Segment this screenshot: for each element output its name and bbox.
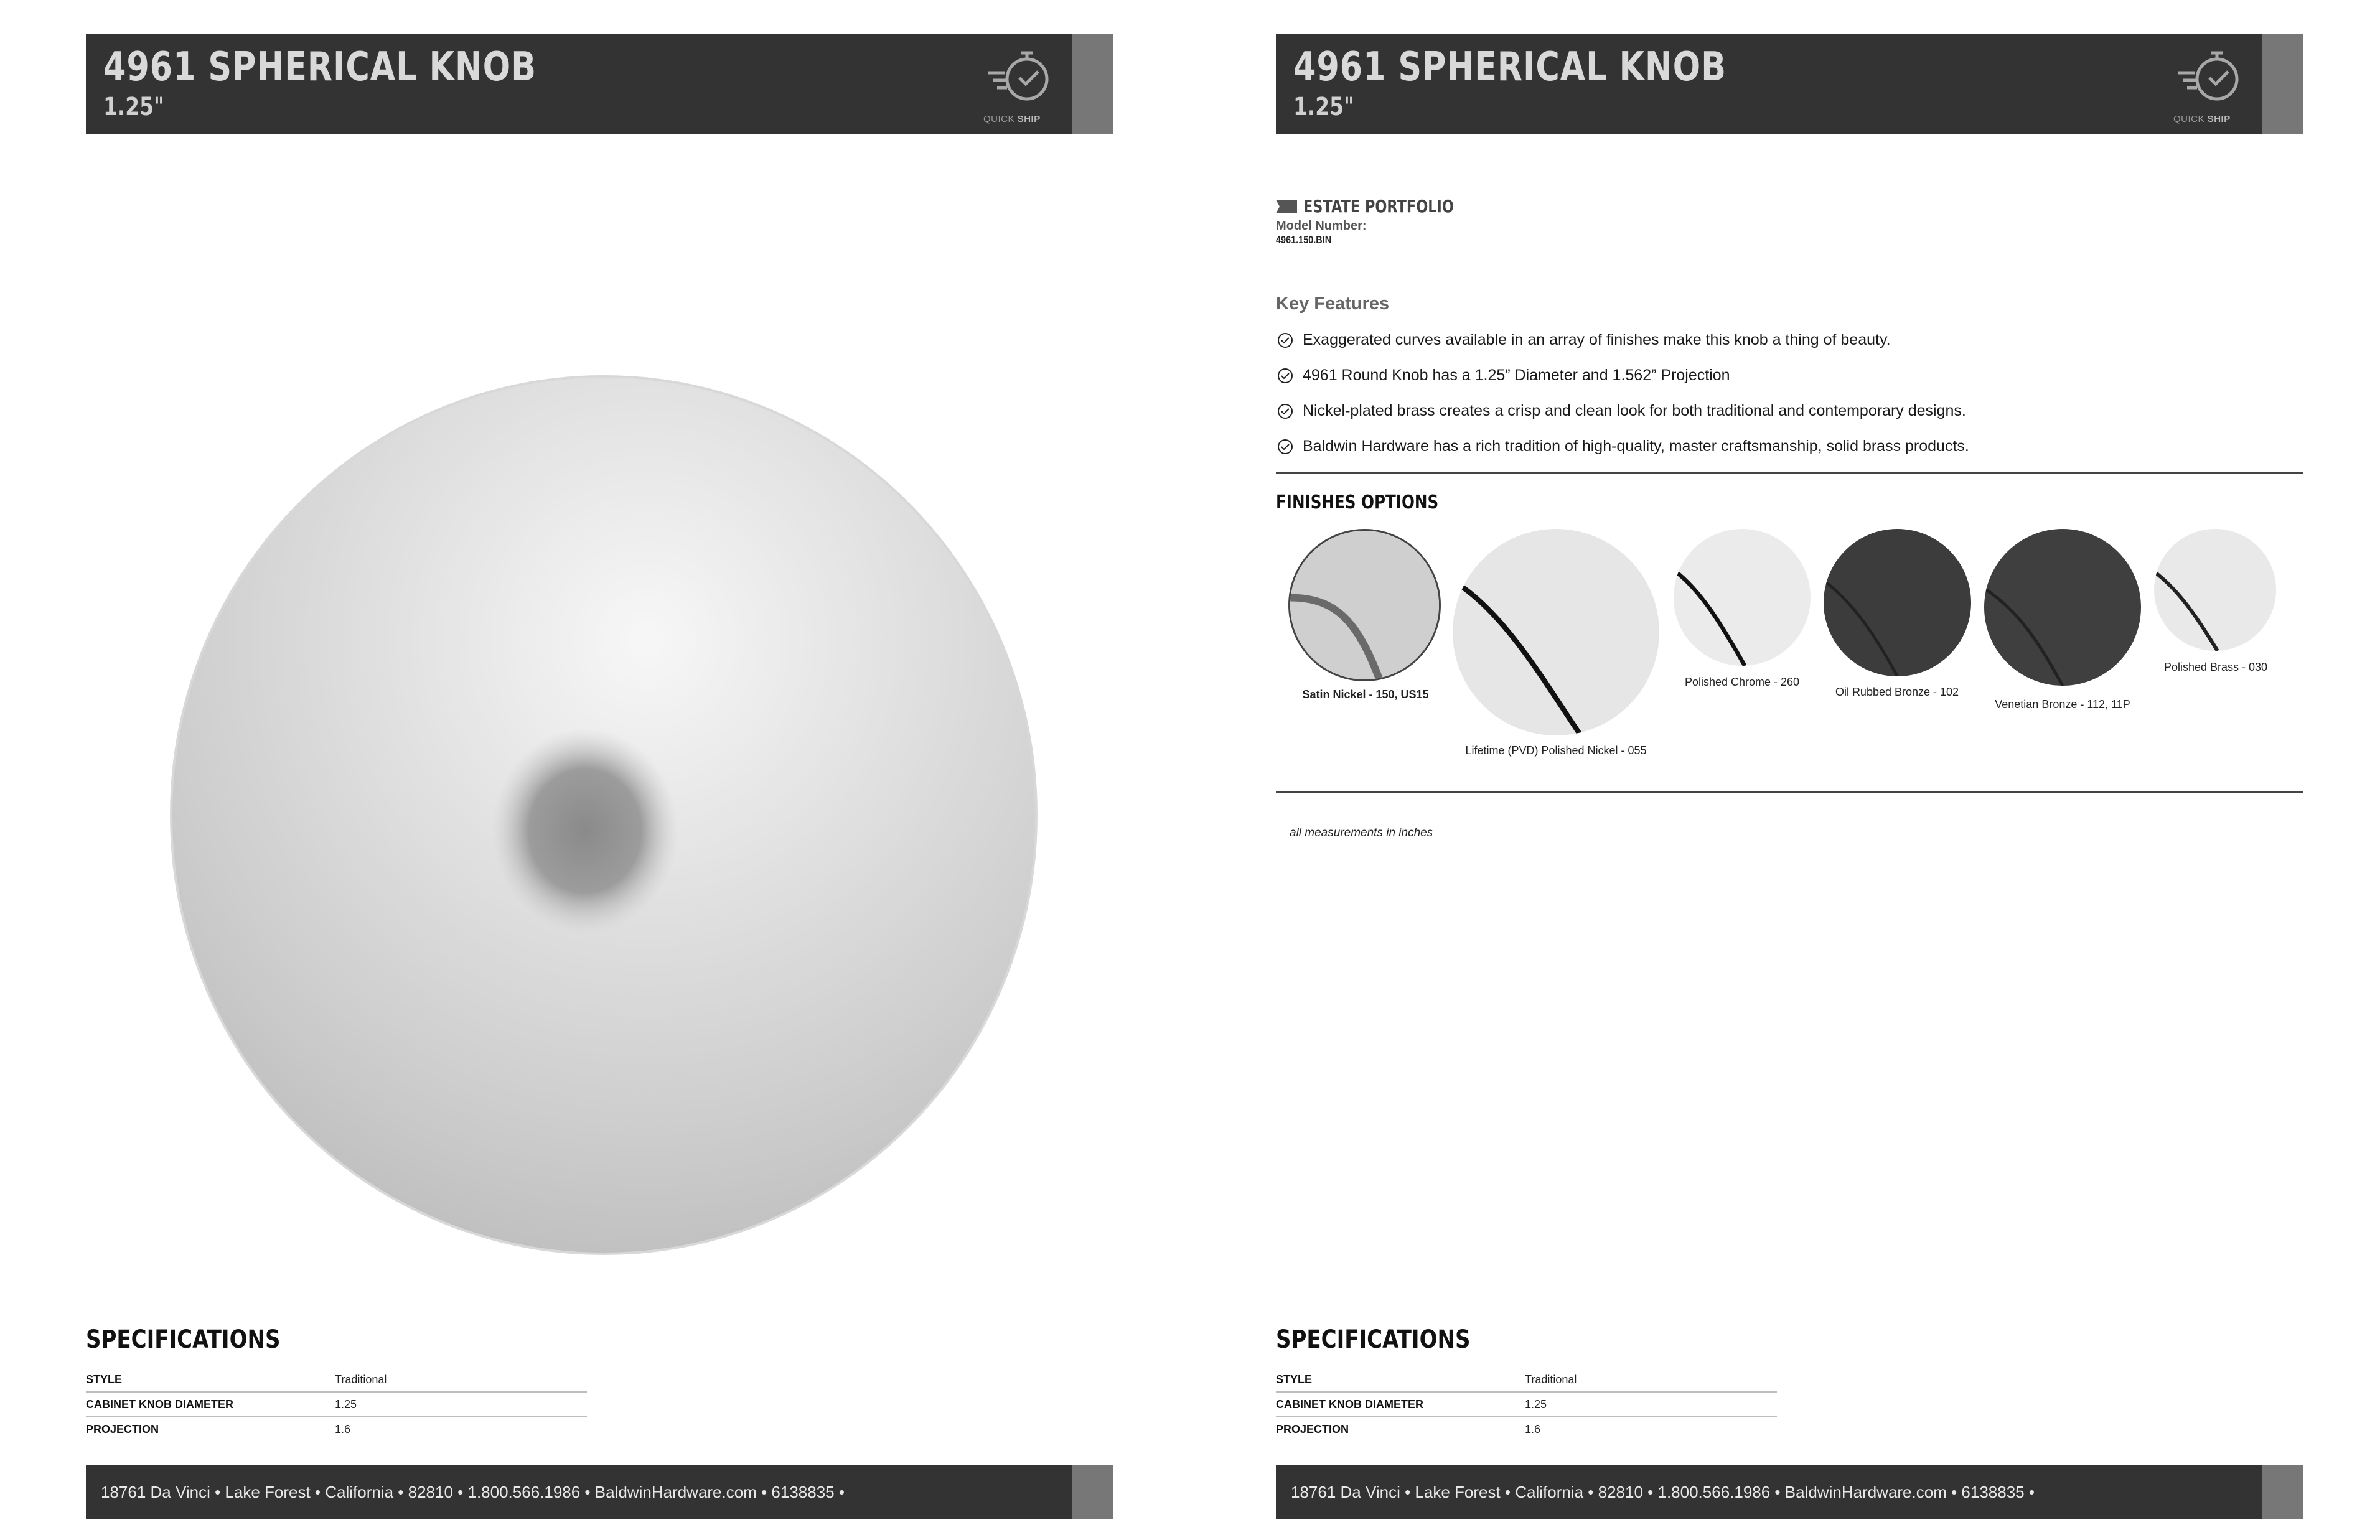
page-title: 4961 SPHERICAL KNOB	[1293, 44, 1726, 90]
feature-item	[1276, 435, 2303, 470]
section-divider	[1276, 791, 2303, 793]
finish-label: Venetian Bronze - 112, 11P	[1995, 698, 2130, 711]
feature-item	[1276, 364, 2303, 399]
finish-swatch[interactable]	[1288, 529, 1441, 681]
spec-key: CABINET KNOB DIAMETER	[86, 1398, 233, 1411]
feature-item	[1276, 329, 2303, 364]
spec-row	[86, 1368, 587, 1393]
footer-bar	[86, 1465, 1113, 1519]
header-tab	[2262, 34, 2303, 134]
specifications-heading: SPECIFICATIONS	[86, 1325, 281, 1354]
finish-swatch[interactable]	[2154, 529, 2276, 651]
measurement-note: all measurements in inches	[1290, 826, 1433, 839]
finish-swatch[interactable]	[1453, 529, 1659, 735]
portfolio-flag-icon	[1276, 200, 1297, 213]
header-tab	[1072, 34, 1113, 134]
spec-value: 1.25	[1525, 1398, 1547, 1411]
finish-label: Lifetime (PVD) Polished Nickel - 055	[1465, 744, 1647, 757]
spec-value: Traditional	[335, 1373, 387, 1386]
swatch-fill	[1824, 529, 1971, 676]
check-circle-icon	[1277, 368, 1293, 384]
spec-value: Traditional	[1525, 1373, 1577, 1386]
key-features-list	[1276, 329, 2303, 470]
finish-swatch[interactable]	[1824, 529, 1971, 676]
spec-row	[86, 1417, 587, 1442]
feature-item	[1276, 399, 2303, 435]
check-circle-icon	[1277, 332, 1293, 348]
feature-text: Exaggerated curves available in an array of finishes make this knob a thing of beauty.	[1303, 331, 1891, 348]
swatch-fill	[1453, 529, 1659, 735]
spec-key: CABINET KNOB DIAMETER	[1276, 1398, 1423, 1411]
check-circle-icon	[1277, 439, 1293, 455]
quick-ship-label: QUICK SHIP	[2173, 114, 2231, 124]
finish-swatch[interactable]	[1984, 529, 2141, 686]
header-bar	[86, 34, 1113, 134]
spec-row	[1276, 1393, 1777, 1417]
spec-key: STYLE	[86, 1373, 123, 1386]
quick-ship-stopwatch-icon	[982, 40, 1057, 115]
footer-contact-text: 18761 Da Vinci • Lake Forest • California • 82810 • 1.800.566.1986 • BaldwinHardware.com • 6138835 •	[101, 1483, 845, 1501]
page-subtitle-size: 1.25"	[103, 93, 165, 121]
spec-value: 1.6	[335, 1423, 351, 1435]
spec-value: 1.6	[1525, 1423, 1541, 1435]
spec-row	[1276, 1368, 1777, 1393]
swatch-fill	[1674, 529, 1811, 666]
specifications-table	[86, 1368, 587, 1442]
finish-label: Polished Chrome - 260	[1684, 676, 1800, 688]
spec-key: PROJECTION	[86, 1423, 159, 1435]
specifications-heading: SPECIFICATIONS	[1276, 1325, 1471, 1354]
swatch-fill	[1290, 531, 1439, 679]
quick-ship-stopwatch-icon	[2172, 40, 2247, 115]
spec-row	[86, 1393, 587, 1417]
footer-tab	[1072, 1465, 1113, 1519]
spec-row	[1276, 1417, 1777, 1442]
quick-ship-label: QUICK SHIP	[983, 114, 1041, 124]
section-divider	[1276, 472, 2303, 474]
feature-text: 4961 Round Knob has a 1.25” Diameter and 1.562” Projection	[1303, 366, 1730, 384]
spec-key: PROJECTION	[1276, 1423, 1349, 1435]
model-number: 4961.150.BIN	[1276, 234, 1332, 246]
page-subtitle-size: 1.25"	[1293, 93, 1355, 121]
portfolio-name: ESTATE PORTFOLIO	[1303, 196, 1454, 217]
spec-key: STYLE	[1276, 1373, 1313, 1386]
finish-label: Satin Nickel - 150, US15	[1302, 688, 1429, 701]
key-features-heading: Key Features	[1276, 294, 1390, 314]
footer-tab	[2262, 1465, 2303, 1519]
finish-label: Oil Rubbed Bronze - 102	[1835, 686, 1959, 698]
feature-text: Nickel-plated brass creates a crisp and clean look for both traditional and contemporary designs.	[1303, 402, 1966, 419]
right-page	[1190, 0, 2380, 1540]
check-circle-icon	[1277, 403, 1293, 419]
footer-contact-text: 18761 Da Vinci • Lake Forest • California • 82810 • 1.800.566.1986 • BaldwinHardware.com • 6138835 •	[1291, 1483, 2035, 1501]
specifications-table	[1276, 1368, 1777, 1442]
model-number-label: Model Number:	[1276, 219, 1367, 233]
footer-bar	[1276, 1465, 2303, 1519]
header-bar	[1276, 34, 2303, 134]
finishes-heading: FINISHES OPTIONS	[1276, 492, 1439, 513]
page-title: 4961 SPHERICAL KNOB	[103, 44, 536, 90]
feature-text: Baldwin Hardware has a rich tradition of high-quality, master craftsmanship, solid brass products.	[1303, 437, 1969, 455]
spec-value: 1.25	[335, 1398, 357, 1411]
finish-label: Polished Brass - 030	[2163, 661, 2268, 673]
finish-swatch[interactable]	[1674, 529, 1811, 666]
knob-product-image	[149, 367, 1071, 1288]
